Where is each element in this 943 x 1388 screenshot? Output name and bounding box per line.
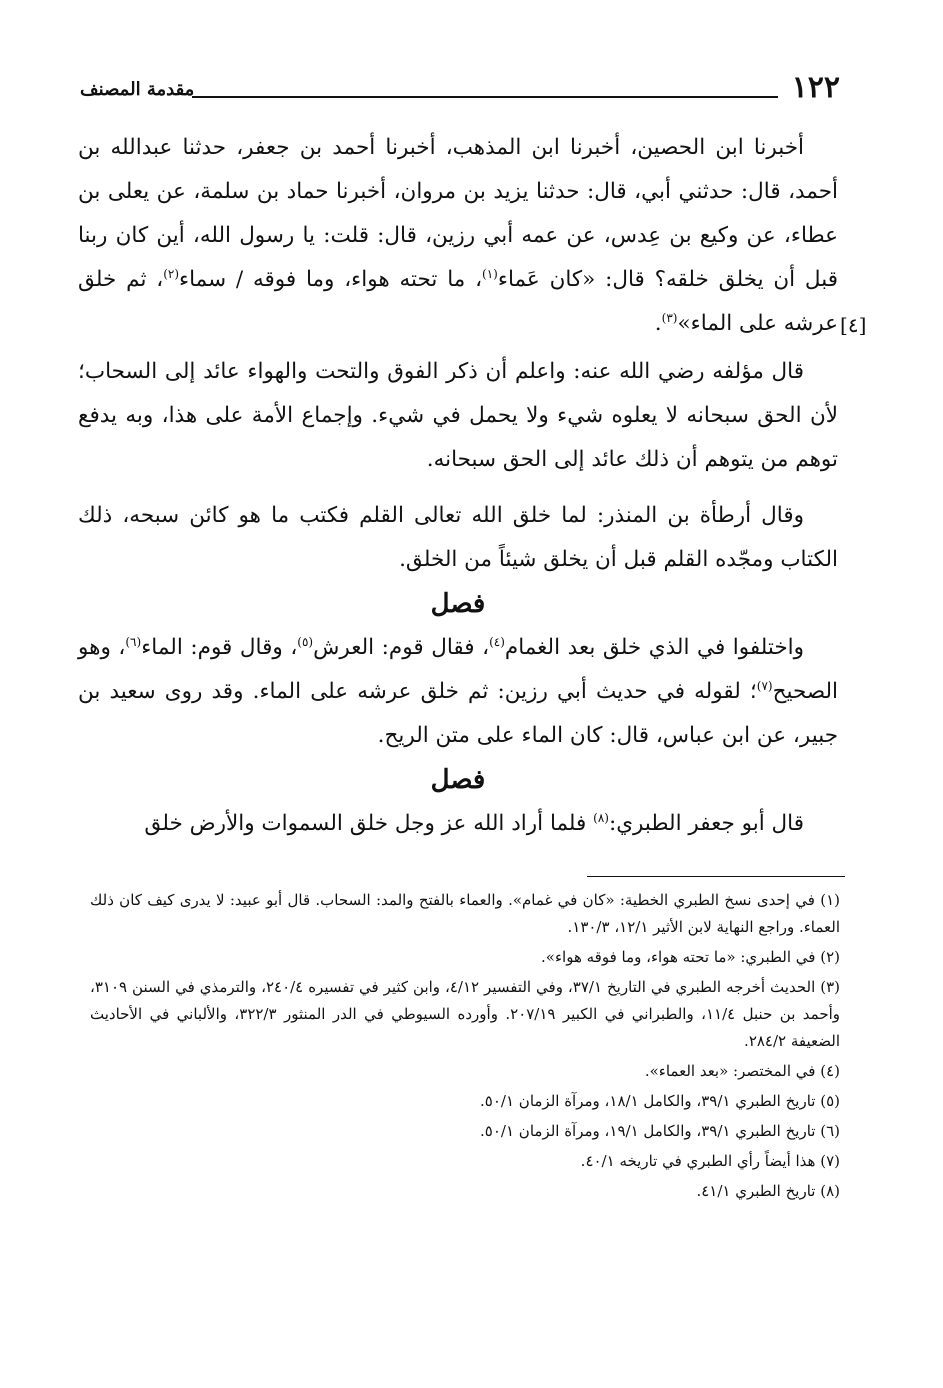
text-run: واختلفوا في الذي خلق بعد الغمام xyxy=(504,635,805,660)
margin-page-marker: [٤] xyxy=(840,313,867,337)
text-run: فلما أراد الله عز وجل خلق السموات والأرض خلق xyxy=(144,811,594,836)
footnote: (٨) تاريخ الطبري ٤١/١. xyxy=(696,1182,840,1200)
text-run: ، وقال قوم: الماء xyxy=(141,635,298,660)
footnote-ref: (٨) xyxy=(593,810,609,825)
footnote: (٤) في المختصر: «بعد العماء». xyxy=(644,1062,840,1080)
running-header xyxy=(80,70,840,110)
text-run: ، ما تحته هواء، وما فوقه / سماء xyxy=(179,267,483,292)
footnote-ref: (١) xyxy=(482,266,498,281)
header-title: مقدمة المصنف xyxy=(80,79,195,100)
footnote-ref: (٦) xyxy=(125,634,142,649)
footnote-ref: (٣) xyxy=(661,310,678,325)
footnote: (٥) تاريخ الطبري ٣٩/١، والكامل ١٨/١، ومرآة الزمان ٥٠/١. xyxy=(480,1092,840,1110)
footnote: (١) في إحدى نسخ الطبري الخطية: «كان في غمام». والعماء بالفتح والمد: السحاب. قال أبو عبيد: لا يدرى كيف كان ذلك العماء. وراجع النهاية لابن الأثير ١٢/١، ١٣٠/٣. xyxy=(90,891,840,936)
paragraph-creation xyxy=(78,626,838,758)
text-run: . xyxy=(654,311,662,336)
footnote-divider xyxy=(587,876,845,877)
footnote-ref: (٢) xyxy=(163,266,180,281)
text-run: ، فقال قوم: العرش xyxy=(313,635,490,660)
paragraph-commentary: قال مؤلفه رضي الله عنه: واعلم أن ذكر الفوق والتحت والهواء عائد إلى السحاب؛ لأن الحق سبحانه لا يعلوه شيء ولا يحمل في شيء. وإجماع الأمة على هذا، وبه يدفع توهم من يتوهم أن ذلك عائد إلى الحق سبحانه. xyxy=(78,359,838,472)
text-run: أخبرنا ابن الحصين، أخبرنا ابن المذهب، أخبرنا أحمد بن جعفر، حدثنا عبدالله بن أحمد، قال: حدثني أبي، قال: حدثنا يزيد بن مروان، أخبرنا حماد بن سلمة، عن يعلى بن عطاء، عن وكيع بن عِدس، عن عمه أبي رزين، قال: قلت: يا رسول الله، أين كان ربنا قبل أن يخلق خلقه؟ قال: «كان عَماء xyxy=(78,135,838,292)
footnote: (٣) الحديث أخرجه الطبري في التاريخ ٣٧/١، وفي التفسير ٤/١٢، وابن كثير في تفسيره ٢٤٠/٤، والترمذي في السنن ٣١٠٩، وأحمد بن حنبل ١١/٤، والطبراني في الكبير ٢٠٧/١٩. وأورده السيوطي في الدر المنثور ٣٢٢/٣، والألباني في الأحاديث الضعيفة ٢٨٤/٢. xyxy=(90,978,841,1050)
footnote: (٦) تاريخ الطبري ٣٩/١، والكامل ١٩/١، ومرآة الزمان ٥٠/١. xyxy=(480,1122,840,1140)
paragraph-artaa: وقال أرطأة بن المنذر: لما خلق الله تعالى القلم فكتب ما هو كائن سبحه، ذلك الكتاب ومجّده القلم قبل أن يخلق شيئاً من الخلق. xyxy=(78,503,838,572)
section-heading: فصل xyxy=(430,765,486,795)
footnote-ref: (٧) xyxy=(756,678,773,693)
section-heading: فصل xyxy=(430,589,486,619)
footnote: (٧) هذا أيضاً رأي الطبري في تاريخه ٤٠/١. xyxy=(580,1152,840,1170)
text-run: قال أبو جعفر الطبري: xyxy=(608,811,804,836)
paragraph-tabari xyxy=(78,802,838,846)
text-run: ، ثم خلق عرشه على الماء» xyxy=(78,267,838,336)
page-number: ١٢٢ xyxy=(791,70,840,105)
text-run: ، وهو الصحيح xyxy=(78,635,838,704)
header-rule xyxy=(192,96,778,98)
footnote: (٢) في الطبري: «ما تحته هواء، وما فوقه هواء». xyxy=(541,948,840,966)
footnote-ref: (٤) xyxy=(489,634,505,649)
paragraph-hadith xyxy=(78,126,838,346)
footnotes xyxy=(90,887,840,1208)
text-run: ؛ لقوله في حديث أبي رزين: ثم خلق عرشه على الماء. وقد روى سعيد بن جبير، عن ابن عباس، قال: كان الماء على متن الريح. xyxy=(78,679,838,748)
footnote-ref: (٥) xyxy=(297,634,314,649)
main-text xyxy=(78,126,838,846)
